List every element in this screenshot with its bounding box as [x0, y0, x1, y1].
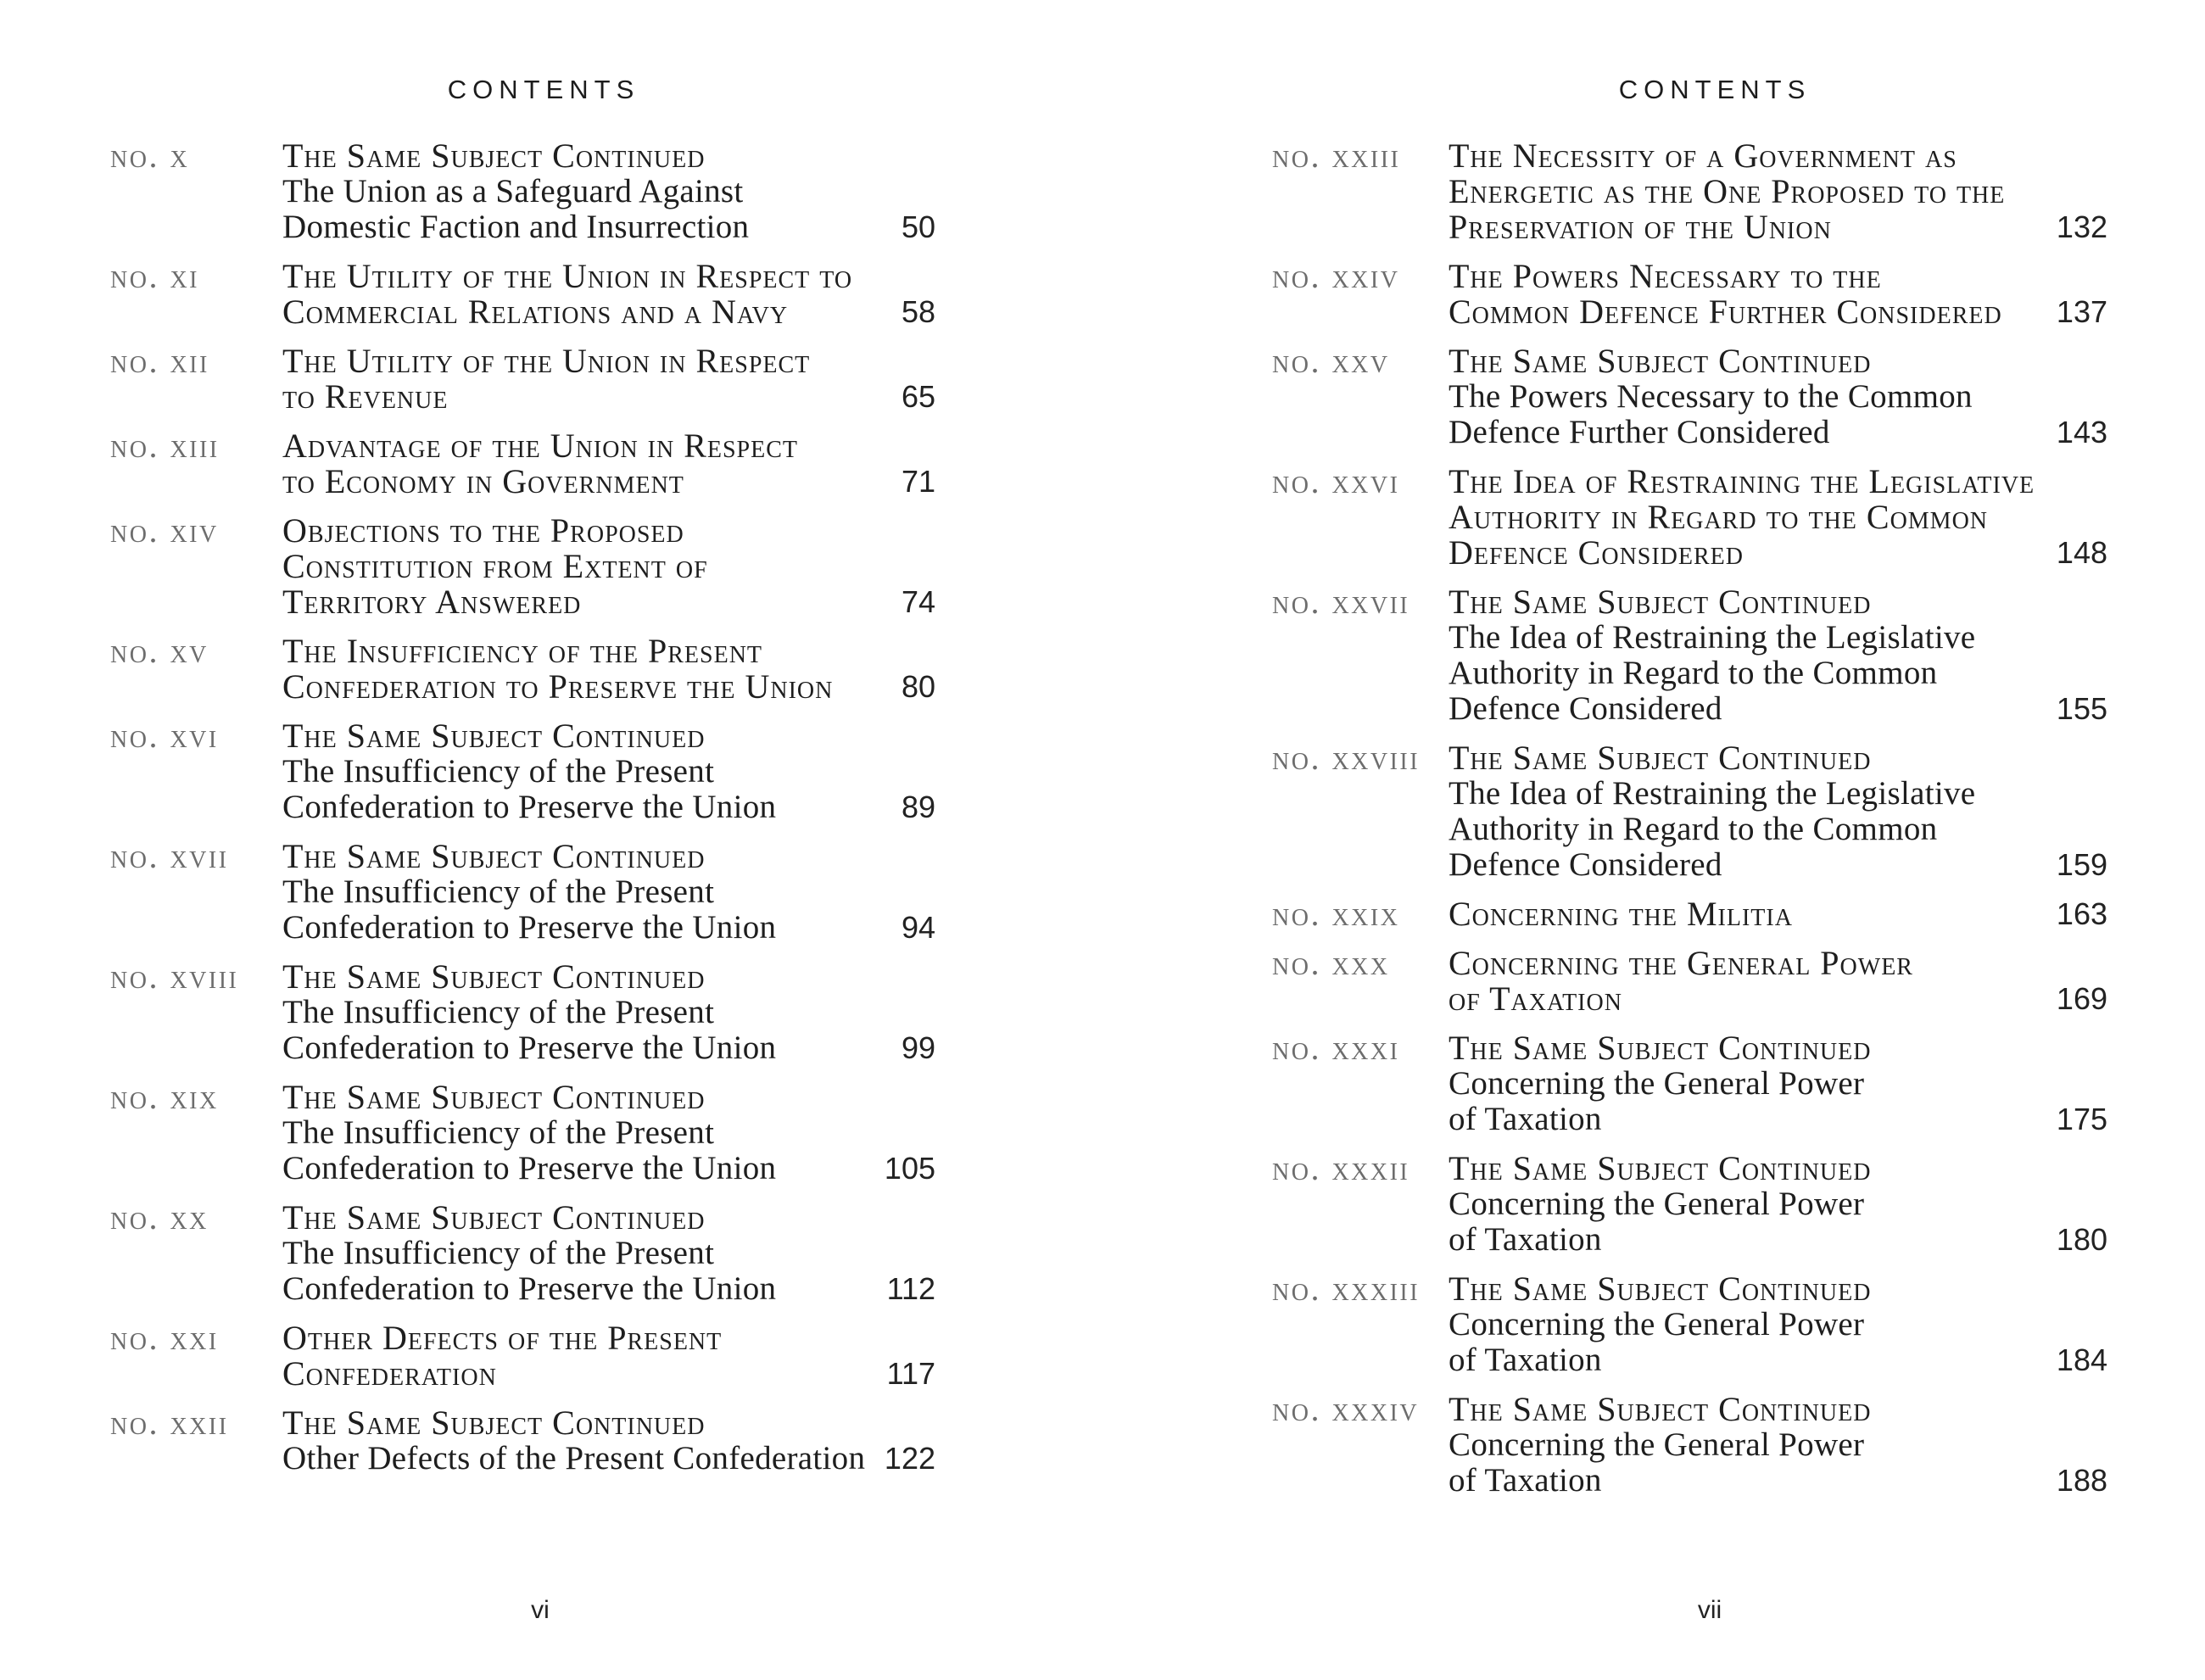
entry-title-line: The Utility of the Union in Respect [282, 342, 811, 380]
entry-title-line: Other Defects of the Present Confederation [282, 1440, 866, 1476]
entry-title [1449, 946, 2107, 1017]
entry-page-number: 71 [901, 464, 935, 499]
entry-number-label: no. xxi [110, 1319, 219, 1357]
entry-title-line: Concerning the General Power [1449, 944, 1913, 982]
entry-number-label: no. xxix [1272, 895, 1400, 933]
entry-page-number: 58 [901, 294, 935, 329]
entry-title-line: Confederation to Preserve the Union [282, 1030, 777, 1066]
entry-title-line: The Same Subject Continued [1449, 1390, 1872, 1428]
toc-entry [1272, 946, 2107, 1017]
toc-entry [1272, 1392, 2107, 1499]
toc-entry [1272, 1271, 2107, 1378]
entry-title-line: The Same Subject Continued [282, 717, 706, 755]
toc-entry [110, 718, 935, 825]
entry-title-line: The Utility of the Union in Respect to [282, 257, 853, 295]
entry-title [282, 959, 935, 1066]
entry-title-line: Concerning the General Power [1449, 1065, 1865, 1102]
entry-page-number: 175 [2056, 1102, 2107, 1136]
entry-title-line: The Insufficiency of the Present [282, 994, 715, 1030]
toc-entry-list [110, 138, 935, 1476]
entry-page-number: 143 [2056, 415, 2107, 449]
entry-page-number: 163 [2056, 896, 2107, 931]
entry-title-line: Confederation to Preserve the Union [282, 1150, 777, 1186]
entry-number-label: no. xxviii [1272, 739, 1421, 777]
entry-number-label: no. x [110, 137, 190, 175]
entry-title-line: to Economy in Government [282, 462, 684, 500]
entry-title-line: The Same Subject Continued [282, 137, 706, 175]
running-head-contents: CONTENTS [447, 75, 640, 104]
toc-entry [110, 1200, 935, 1307]
toc-entry [1272, 259, 2107, 330]
entry-number-label: no. xxxiii [1272, 1270, 1421, 1308]
entry-number-label: no. xxxii [1272, 1149, 1410, 1187]
entry-title-line: The Insufficiency of the Present [282, 632, 763, 670]
entry-number-label: no. xiii [110, 427, 220, 465]
entry-title-line: Concerning the General Power [1449, 1426, 1865, 1463]
entry-page-number: 169 [2056, 981, 2107, 1016]
entry-title-line: Authority in Regard to the Common [1449, 655, 1938, 691]
entry-number-label: no. xxxi [1272, 1029, 1400, 1067]
entry-number-label: no. xxvi [1272, 462, 1400, 500]
entry-title [282, 1405, 935, 1476]
toc-entry [1272, 740, 2107, 883]
toc-entry [110, 343, 935, 415]
entry-title-line: Advantage of the Union in Respect [282, 427, 799, 465]
entry-number-label: no. xiv [110, 511, 219, 550]
entry-page-number: 155 [2056, 691, 2107, 726]
entry-number-label: no. xvi [110, 717, 219, 755]
entry-title-line: Other Defects of the Present [282, 1319, 723, 1357]
entry-number-label: no. xvii [110, 837, 229, 875]
entry-title-line: The Same Subject Continued [282, 1404, 706, 1442]
running-head-contents: CONTENTS [1618, 75, 1811, 104]
entry-page-number: 74 [901, 584, 935, 619]
entry-title-line: of Taxation [1449, 1342, 1602, 1378]
entry-title [1449, 1271, 2107, 1378]
entry-title-line: Defence Further Considered [1449, 414, 1830, 450]
toc-entry [110, 959, 935, 1066]
entry-page-number: 112 [886, 1271, 935, 1306]
entry-title [1449, 138, 2107, 245]
entry-title-line: of Taxation [1449, 1462, 1602, 1499]
book-page-right [1102, 0, 2205, 1680]
entry-page-number: 94 [901, 910, 935, 945]
entry-page-number: 180 [2056, 1222, 2107, 1257]
entry-title-line: to Revenue [282, 377, 449, 416]
entry-page-number: 80 [901, 669, 935, 704]
toc-entry-list [1272, 138, 2107, 1499]
toc-entry [110, 138, 935, 245]
entry-page-number: 50 [901, 209, 935, 244]
entry-title-line: Confederation to Preserve the Union [282, 909, 777, 946]
toc-entry [1272, 896, 2107, 932]
entry-page-number: 117 [886, 1356, 935, 1391]
entry-title-line: The Idea of Restraining the Legislative [1449, 462, 2035, 500]
entry-number-label: no. xviii [110, 957, 239, 996]
entry-title-line: Concerning the General Power [1449, 1306, 1865, 1342]
entry-title [1449, 584, 2107, 727]
entry-title-line: Concerning the Militia [1449, 895, 1793, 933]
entry-title-line: The Same Subject Continued [282, 1198, 706, 1236]
entry-title [1449, 740, 2107, 883]
toc-entry [1272, 584, 2107, 727]
entry-title-line: of Taxation [1449, 980, 1622, 1018]
entry-title-line: Authority in Regard to the Common [1449, 811, 1938, 847]
entry-title-line: The Insufficiency of the Present [282, 1235, 715, 1271]
toc-entry [1272, 138, 2107, 245]
entry-title-line: The Same Subject Continued [1449, 583, 1872, 621]
entry-title [1449, 259, 2107, 330]
entry-title-line: Defence Considered [1449, 533, 1744, 572]
entry-title [1449, 1392, 2107, 1499]
entry-title-line: The Idea of Restraining the Legislative [1449, 775, 1976, 812]
entry-title [282, 839, 935, 946]
entry-number-label: no. xxiv [1272, 257, 1400, 295]
toc-entry [110, 513, 935, 620]
entry-title-line: The Same Subject Continued [282, 957, 706, 996]
toc-entry [110, 1080, 935, 1186]
entry-title [1449, 1030, 2107, 1137]
entry-title [282, 1320, 935, 1392]
entry-title-line: of Taxation [1449, 1101, 1602, 1137]
entry-page-number: 89 [901, 790, 935, 824]
entry-title-line: The Same Subject Continued [1449, 1270, 1872, 1308]
entry-page-number: 188 [2056, 1463, 2107, 1498]
entry-title-line: The Powers Necessary to the [1449, 257, 1882, 295]
entry-title-line: The Same Subject Continued [282, 1078, 706, 1116]
entry-page-number: 65 [901, 379, 935, 414]
entry-title-line: Domestic Faction and Insurrection [282, 209, 750, 245]
entry-title [282, 718, 935, 825]
entry-title-line: Defence Considered [1449, 690, 1722, 727]
entry-title-line: The Idea of Restraining the Legislative [1449, 619, 1976, 656]
entry-title-line: Common Defence Further Considered [1449, 293, 2002, 331]
entry-title-line: Confederation to Preserve the Union [282, 789, 777, 825]
entry-title [282, 259, 935, 330]
entry-title-line: The Necessity of a Government as [1449, 137, 1957, 175]
toc-entry [110, 1320, 935, 1392]
toc-entry [110, 1405, 935, 1476]
entry-title-line: The Same Subject Continued [1449, 739, 1872, 777]
toc-entry [110, 259, 935, 330]
toc-entry [1272, 1151, 2107, 1258]
entry-number-label: no. xxx [1272, 944, 1390, 982]
toc-entry [110, 839, 935, 946]
toc-entry [1272, 343, 2107, 450]
entry-number-label: no. xx [110, 1198, 209, 1236]
entry-title [282, 513, 935, 620]
entry-title [282, 428, 935, 500]
toc-entry [1272, 1030, 2107, 1137]
entry-title [1449, 1151, 2107, 1258]
entry-number-label: no. xxii [110, 1404, 229, 1442]
entry-number-label: no. xxv [1272, 342, 1390, 380]
entry-title [1449, 464, 2107, 571]
entry-title-line: Authority in Regard to the Common [1449, 498, 1989, 536]
entry-title-line: Confederation to Preserve the Union [282, 667, 834, 706]
book-page-left [0, 0, 1102, 1680]
entry-page-number: 132 [2056, 209, 2107, 244]
entry-title [282, 633, 935, 705]
entry-title [282, 1200, 935, 1307]
entry-page-number: 122 [884, 1441, 935, 1476]
entry-title-line: The Insufficiency of the Present [282, 753, 715, 790]
entry-title [1449, 343, 2107, 450]
entry-title-line: The Insufficiency of the Present [282, 1114, 715, 1151]
entry-title [282, 1080, 935, 1186]
entry-title-line: Preservation of the Union [1449, 208, 1832, 246]
entry-title-line: Concerning the General Power [1449, 1186, 1865, 1222]
entry-title-line: Confederation [282, 1354, 497, 1393]
entry-page-number: 137 [2056, 294, 2107, 329]
entry-title-line: Confederation to Preserve the Union [282, 1270, 777, 1307]
entry-title-line: Defence Considered [1449, 846, 1722, 883]
entry-page-number: 105 [884, 1151, 935, 1186]
entry-title-line: The Powers Necessary to the Common [1449, 378, 1973, 415]
entry-number-label: no. xix [110, 1078, 219, 1116]
entry-title-line: The Same Subject Continued [282, 837, 706, 875]
entry-number-label: no. xv [110, 632, 209, 670]
entry-number-label: no. xxvii [1272, 583, 1410, 621]
entry-title-line: The Same Subject Continued [1449, 1149, 1872, 1187]
entry-title-line: Commercial Relations and a Navy [282, 293, 789, 331]
entry-number-label: no. xi [110, 257, 199, 295]
entry-title-line: The Same Subject Continued [1449, 1029, 1872, 1067]
entry-title-line: The Same Subject Continued [1449, 342, 1872, 380]
page-folio: vi [531, 1596, 550, 1624]
entry-title-line: Territory Answered [282, 583, 582, 621]
entry-title [282, 343, 935, 415]
entry-title-line: of Taxation [1449, 1221, 1602, 1258]
entry-title-line: The Union as a Safeguard Against [282, 173, 744, 209]
entry-page-number: 148 [2056, 535, 2107, 570]
entry-number-label: no. xii [110, 342, 209, 380]
entry-title [282, 138, 935, 245]
entry-title-line: Objections to the Proposed [282, 511, 684, 550]
entry-title [1449, 896, 2107, 932]
toc-entry [110, 633, 935, 705]
entry-page-number: 184 [2056, 1342, 2107, 1377]
entry-title-line: The Insufficiency of the Present [282, 873, 715, 910]
entry-page-number: 99 [901, 1030, 935, 1065]
entry-number-label: no. xxxiv [1272, 1390, 1420, 1428]
toc-entry [1272, 464, 2107, 571]
entry-page-number: 159 [2056, 847, 2107, 882]
entry-title-line: Energetic as the One Proposed to the [1449, 172, 2006, 210]
page-folio: vii [1697, 1596, 1722, 1624]
entry-number-label: no. xxiii [1272, 137, 1401, 175]
entry-title-line: Constitution from Extent of [282, 547, 708, 585]
toc-entry [110, 428, 935, 500]
